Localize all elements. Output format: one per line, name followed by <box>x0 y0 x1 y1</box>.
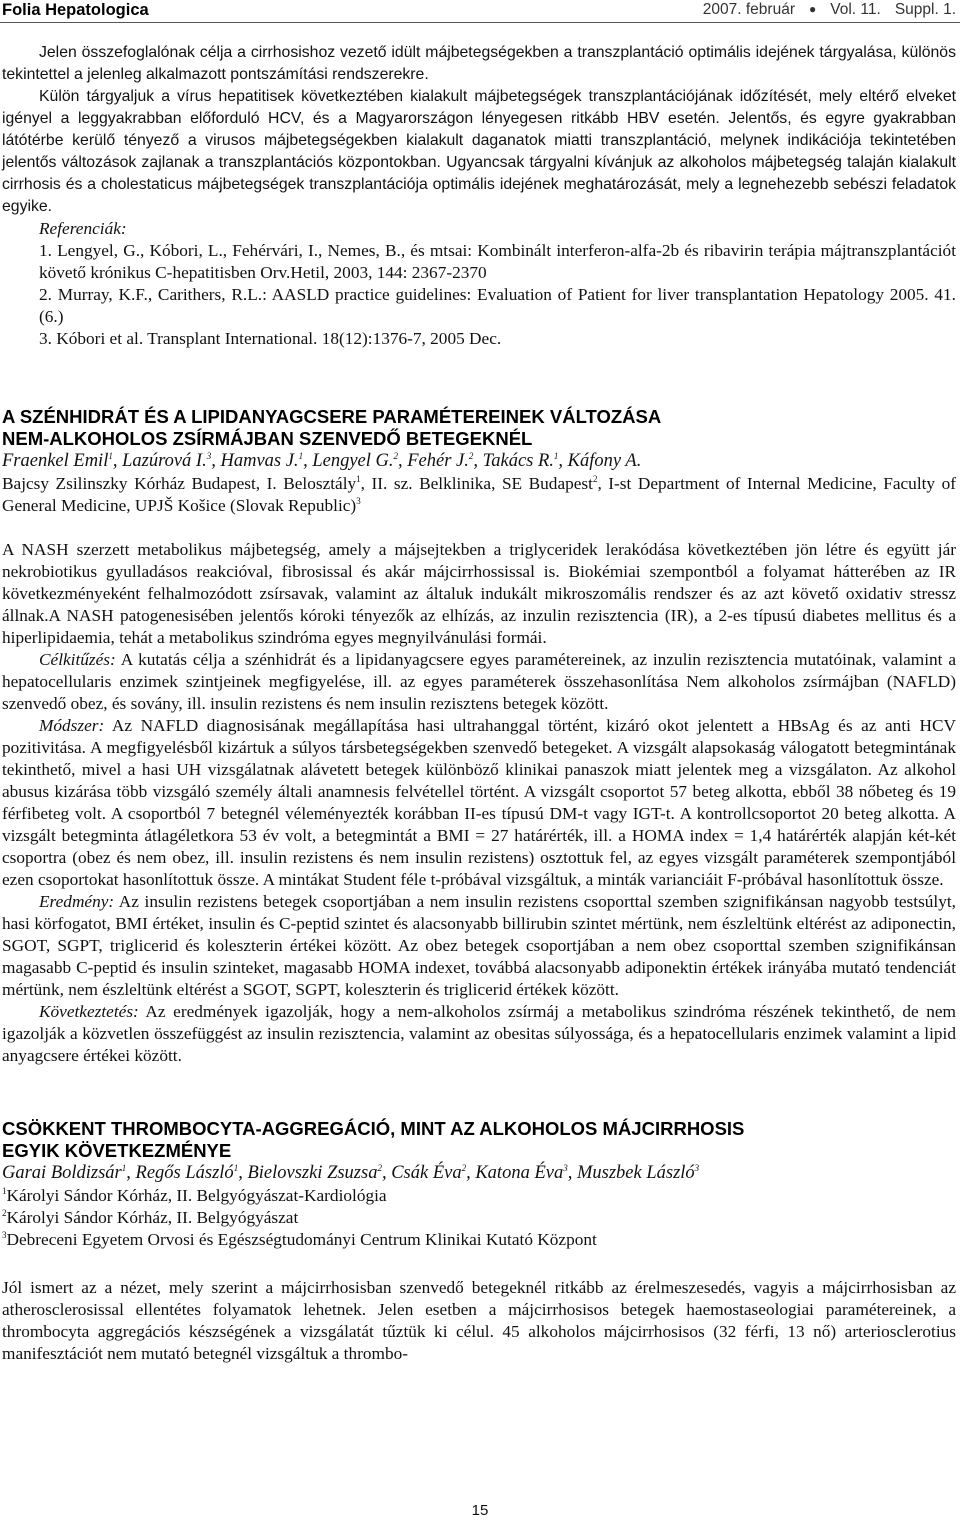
reference-item: 1. Lengyel, G., Kóbori, L., Fehérvári, I., Nemes, B., és mtsai: Kombinált interferon-alfa-2b és ribavirin terápia májtranszplantációt követő krónikus C-hepatitisben Orv.Hetil, 2003, 144: 2367-2370 <box>39 241 956 282</box>
paragraph-intro: A NASH szerzett metabolikus májbetegség, amely a májsejtekben a triglyceridek lerakódása következtében jön létre és együtt jár nekrobiotikus gyulladásos reakcióval, fibrosissal és akár májcirrhossissal is. Biokémiai szempontból a folyamat hátterében az IR következményeként felhalmozódott zsírsavak, valamint az általuk indukált mikroszomális rendszer és az azt követő oxidativ stressz állnak.A NASH patogenesisében jelentős kóroki tényezők az elhízás, az inzulin rezisztencia (IR), a 2-es típusú diabetes mellitus és a hiperlipidaemia, tehát a metabolikus szindróma egyes megnyilvánulási formái. <box>2 540 956 647</box>
title-line: CSÖKKENT THROMBOCYTA-AGGREGÁCIÓ, MINT AZ ALKOHOLOS MÁJCIRRHOSIS <box>2 1118 745 1139</box>
title-line: EGYIK KÖVETKEZMÉNYE <box>2 1140 232 1161</box>
author: Regős László$^1$, <box>135 1163 248 1183</box>
author: Takács R.$^1$, <box>482 451 568 471</box>
reference-item: 2. Murray, K.F., Carithers, R.L.: AASLD practice guidelines: Evaluation of Patient for liver transplantation Hepatology 2005. 41.(6.) <box>39 285 956 326</box>
issue-supplement: Suppl. 1. <box>894 1 956 18</box>
title-line: A SZÉNHIDRÁT ÉS A LIPIDANYAGCSERE PARAMÉTEREINEK VÁLTOZÁSA <box>2 406 662 427</box>
author: Fehér J.$^2$, <box>407 451 483 471</box>
author: Bielovszki Zsuzsa$^2$, <box>247 1163 392 1183</box>
affiliation-line: $^2$Károlyi Sándor Kórház, II. Belgyógyászat <box>2 1208 299 1227</box>
paragraph: Külön tárgyaljuk a vírus hepatitisek következtében kialakult májbetegségek transzplantációjának időzítését, mely eltérő elveket igényel a leggyakrabban előforduló HCV, és a Magyarországon lényegesen ritkább HBV esetén. Jelentős, és egyre gyakrabban látótérbe kerülő tényező a virusos májbetegségekben kialakult daganatok miatti transzplantáció, melynek indikációja tekintetében jelentős változások zajlanak a transzplantációs központokban. Ugyancsak tárgyalni kívánjuk az alkoholos májbetegség talaján kialakult cirrhosis és a cholestaticus májbetegségek transzplantációja optimális idejének meghatározását, mely a legnehezebb sebészi feladatok egyike. <box>2 88 956 215</box>
issue-date: 2007. február <box>702 1 795 18</box>
author: Káfony A. <box>567 451 642 471</box>
title-line: NEM-ALKOHOLOS ZSÍRMÁJBAN SZENVEDŐ BETEGEKNÉL <box>2 428 533 449</box>
abstract-thrombocyta <box>2 1118 956 1365</box>
section-label: Célkitűzés: <box>39 650 116 669</box>
paragraph-aim: Célkitűzés: A kutatás célja a szénhidrát és a lipidanyagcsere egyes paramétereinek, az inzulin rezisztencia mutatóinak, valamint a hepatocellularis enzimek szintjeinek megfigyelése, ill. az egyes paraméterek összehasonlítása Nem alkoholos zsírmájban (NAFLD) szenvedő obez, és sovány, ill. insulin rezistens és nem insulin rezisztens betegek között. <box>2 650 956 713</box>
author: Lazúrová I.$^3$, <box>122 451 221 471</box>
abstract-title <box>2 406 956 450</box>
running-header <box>0 0 960 23</box>
issue-info <box>703 1 956 19</box>
section-label: Következtetés: <box>39 1002 139 1021</box>
author-list <box>2 1162 956 1185</box>
bullet-separator-icon: ● <box>809 2 817 16</box>
section-label: Módszer: <box>39 716 105 735</box>
references-heading: Referenciák: <box>39 219 127 238</box>
author-list <box>2 450 956 473</box>
section-label: Eredmény: <box>39 892 115 911</box>
abstract-continuation <box>2 42 956 350</box>
author: Lengyel G.$^2$, <box>312 451 408 471</box>
abstract-title <box>2 1118 956 1162</box>
paragraph-intro: Jól ismert az a nézet, mely szerint a májcirrhosisban szenvedő betegeknél ritkább az érelmeszesedés, vagyis a májcirrhosisban az atherosclerosissal ellentétes folyamatok lehetnek. Jelen esetben a májcirrhosisos betegek haemostaseologiai paramétereinek, a thrombocyta aggregációs készségének a vizsgálatát tűztük ki célul. 45 alkoholos májcirrhosisos (32 férfi, 13 nő) arteriosclerotius manifesztációt nem mutató betegnél vizsgáltuk a thrombo- <box>2 1278 956 1363</box>
page-body <box>2 42 956 1365</box>
author: Csák Éva$^2$, <box>391 1163 476 1183</box>
affiliation-line: $^1$Károlyi Sándor Kórház, II. Belgyógyászat-Kardiológia <box>2 1186 387 1205</box>
author: Garai Boldizsár$^1$, <box>2 1163 136 1183</box>
paragraph: Jelen összefoglalónak célja a cirrhosishoz vezető idült májbetegségekben a transzplantáció optimális idejének tárgyalása, különös tekintettel a jelenleg alkalmazott pontszámítási rendszerekre. <box>2 44 956 83</box>
page-number: 15 <box>471 1502 489 1519</box>
affiliations: Bajcsy Zsilinszky Kórház Budapest, I. Belosztály$^1$, II. sz. Belklinika, SE Budapest$^2$, I-st Department of Internal Medicine, Faculty of General Medicine, UPJŠ Košice (Slovak Republic)$^3$ <box>2 474 956 515</box>
journal-name: Folia Hepatologica <box>2 1 149 19</box>
paragraph-result: Eredmény: Az insulin rezistens betegek csoportjában a nem insulin rezistens csoporttal szemben szignifikánsan nagyobb testsúlyt, hasi körfogatot, BMI értéket, insulin és C-peptid szintet és alacsonyabb billirubin szintet mértünk, nem észleltünk eltérést az adiponectin, SGOT, SGPT, triglicerid és koleszterin értékei között. Az obez betegek csoportjában a nem obez csoporttal szemben szignifikánsan magasabb C-peptid és insulin szinteket, magasabb HOMA indexet, továbbá alacsonyabb adiponektin értékek irányába mutató tendenciát mértünk, nem észleltünk eltérést a SGOT, SGPT, koleszterin és triglicerid értékek között. <box>2 892 956 999</box>
affiliation-line: $^3$Debreceni Egyetem Orvosi és Egészségtudományi Centrum Klinikai Kutató Központ <box>2 1230 597 1249</box>
author: Katona Éva$^3$, <box>475 1163 577 1183</box>
author: Muszbek László$^3$ <box>576 1163 700 1183</box>
paragraph-conclusion: Következtetés: Az eredmények igazolják, hogy a nem-alkoholos zsírmáj a metabolikus szindróma részének tekinthető, de nem igazolják a közvetlen összefüggést az insulin rezisztencia, valamint az obesitas súlyossága, és a hepatocellularis enzimek valamint a lipid anyagcsere értékei között. <box>2 1002 956 1065</box>
paragraph-method: Módszer: Az NAFLD diagnosisának megállapítása hasi ultrahanggal történt, kizáró okot jelentett a HBsAg és az anti HCV pozitivitása. A megfigyelésből kizártuk a súlyos társbetegségekben szenvedő betegeket. A vizsgált alapsokaság válogatott betegmintának tekinthető, mivel a hasi UH vizsgálatnak alávetett betegek különböző klinikai panaszok miatt jelentek meg a vizsgálaton. Az alkohol abusus kizárása több vizsgáló személy általi anamnesis felvétellel történt. A vizsgált csoportot 57 beteg alkotta, ebből 38 nőbeteg és 19 férfibeteg volt. A csoportból 7 betegnél véleményezték korábban II-es típusú DM-t vagy IGT-t. A kontrollcsoportot 20 beteg alkotta. A vizsgált betegminta átlagéletkora 53 év volt, a betegmintát a BMI = 27 határérték, ill. a HOMA index = 1,4 határérték alapján két-két csoportra (obez és nem obez, ill. insulin rezistens és nem insulin rezistens) osztottuk fel, az egyes vizsgált paraméterek szempontjából ezen csoportokat hasonlítottuk össze. A mintákat Student féle t-próbával vizsgáltuk, a minták varianciáit F-próbával hasonlítottuk össze. <box>2 716 956 889</box>
abstract-nash <box>2 406 956 1067</box>
issue-volume: Vol. 11. <box>830 1 881 18</box>
author: Fraenkel Emil$^1$, <box>2 451 123 471</box>
reference-item: 3. Kóbori et al. Transplant International. 18(12):1376-7, 2005 Dec. <box>39 329 502 348</box>
author: Hamvas J.$^1$, <box>220 451 313 471</box>
